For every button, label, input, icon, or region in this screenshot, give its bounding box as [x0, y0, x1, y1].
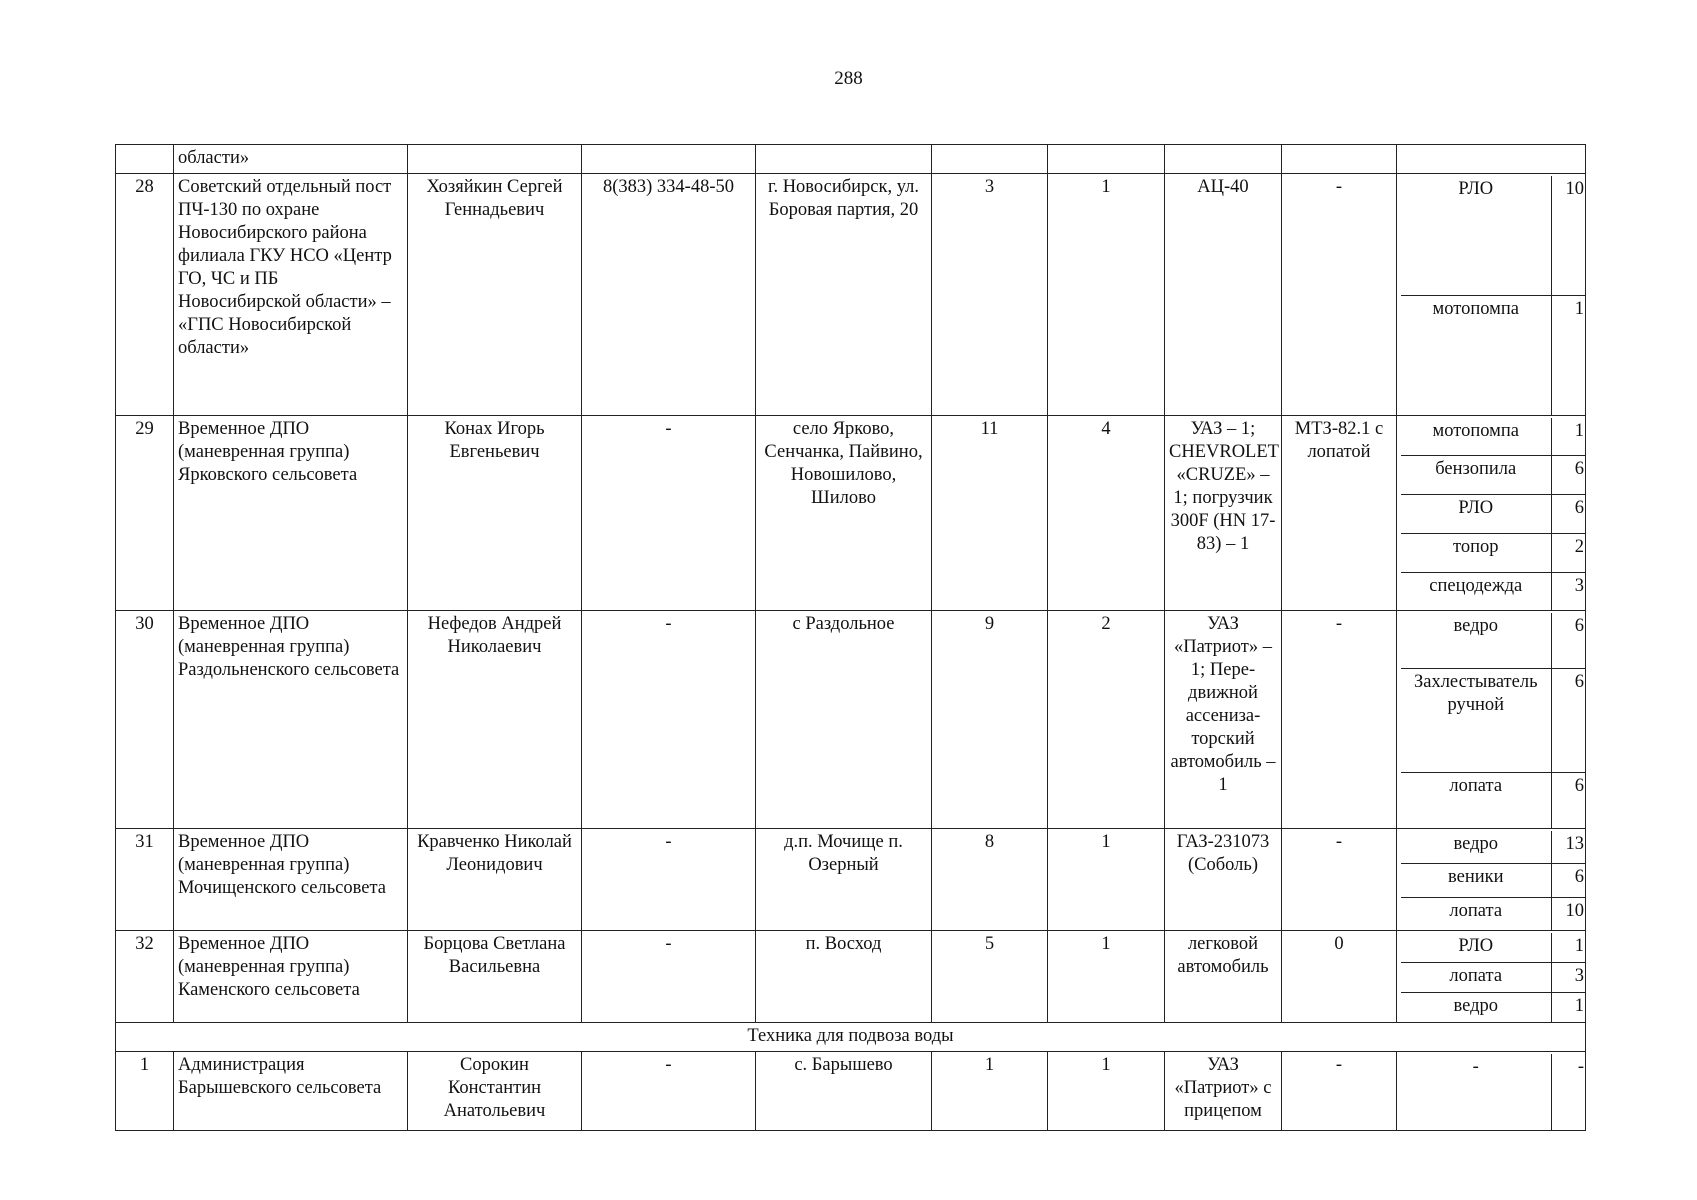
equipment-qty: 6	[1551, 669, 1586, 772]
equipment-name: -	[1472, 1057, 1479, 1077]
phone: -	[582, 1052, 756, 1131]
row-number: 30	[116, 611, 174, 829]
equipment-item	[1401, 572, 1586, 610]
units-count: 1	[1048, 829, 1165, 931]
equipment-name: Захлестыватель ручной	[1401, 669, 1551, 772]
units-count: 2	[1048, 611, 1165, 829]
equipment-name: ведро	[1401, 831, 1551, 864]
vehicles: УАЗ «Патриот» – 1; Пере-движной ассениза-торский автомобиль – 1	[1165, 611, 1282, 829]
head-name: Хозяйкин Сергей Геннадьевич	[408, 174, 582, 416]
phone: -	[582, 416, 756, 611]
section-row	[116, 1023, 1586, 1052]
units-count: 1	[1048, 174, 1165, 416]
equipment-cell	[1397, 931, 1586, 1023]
unit-name: Временное ДПО (маневренная группа) Раздольненского сельсовета	[174, 611, 408, 829]
equipment-qty: 6	[1551, 613, 1586, 669]
equipment-item	[1401, 176, 1586, 296]
equipment-cell	[1397, 174, 1586, 416]
special-equipment: -	[1282, 174, 1397, 416]
table-row	[116, 611, 1586, 829]
equipment-qty: 6	[1551, 456, 1586, 495]
row-number: 29	[116, 416, 174, 611]
people-count: 9	[932, 611, 1048, 829]
equipment-item	[1401, 1054, 1586, 1130]
equipment-item	[1401, 772, 1586, 828]
table-row	[116, 1052, 1586, 1131]
equipment-name: мотопомпа	[1432, 299, 1519, 319]
units-count: 1	[1048, 931, 1165, 1023]
equipment-cell	[1397, 416, 1586, 611]
row-number: 1	[116, 1052, 174, 1131]
equipment-item	[1401, 962, 1586, 992]
equipment-qty: 10	[1551, 176, 1586, 296]
units-count: 4	[1048, 416, 1165, 611]
equipment-name: ведро	[1453, 996, 1498, 1016]
section-title: Техника для подвоза воды	[116, 1023, 1586, 1052]
vehicles: легковой автомобиль	[1165, 931, 1282, 1023]
table-row	[116, 416, 1586, 611]
equipment-name: спецодежда	[1429, 575, 1523, 596]
equipment-list	[1401, 831, 1586, 930]
special-equipment: -	[1282, 611, 1397, 829]
resources-table	[115, 144, 1586, 1131]
page-number: 288	[834, 68, 863, 89]
address: с Раздольное	[756, 611, 932, 829]
equipment-list	[1401, 1054, 1586, 1130]
equipment-name: лопата	[1449, 900, 1503, 921]
table-row-continued	[116, 145, 1586, 174]
vehicles: УАЗ «Патриот» с прицепом	[1165, 1052, 1282, 1131]
equipment-item	[1401, 864, 1586, 897]
people-count: 8	[932, 829, 1048, 931]
equipment-item	[1401, 495, 1586, 534]
equipment-list	[1401, 933, 1586, 1022]
name-cell: области»	[174, 145, 408, 174]
address: д.п. Мочище п. Озерный	[756, 829, 932, 931]
units-count: 1	[1048, 1052, 1165, 1131]
people-count: 3	[932, 174, 1048, 416]
equipment-qty: 2	[1551, 533, 1586, 572]
people-count: 5	[932, 931, 1048, 1023]
table-row	[116, 931, 1586, 1023]
equipment-qty: 3	[1551, 572, 1586, 610]
equipment-qty: 6	[1551, 495, 1586, 534]
equipment-qty: 6	[1551, 864, 1586, 897]
head-name: Нефедов Андрей Николаевич	[408, 611, 582, 829]
address: село Ярково, Сенчанка, Пайвино, Новошилово, Шилово	[756, 416, 932, 611]
equipment-qty: 13	[1551, 831, 1586, 864]
phone: 8(383) 334-48-50	[582, 174, 756, 416]
unit-name: Временное ДПО (маневренная группа) Каменского сельсовета	[174, 931, 408, 1023]
equipment-name: веники	[1401, 864, 1551, 897]
unit-name: Временное ДПО (маневренная группа) Мочищенского сельсовета	[174, 829, 408, 931]
equipment-list	[1401, 613, 1586, 828]
special-equipment: -	[1282, 1052, 1397, 1131]
equipment-cell	[1397, 829, 1586, 931]
address: г. Новосибирск, ул. Боровая партия, 20	[756, 174, 932, 416]
equipment-list	[1401, 418, 1586, 610]
equipment-list	[1401, 176, 1586, 415]
address: с. Барышево	[756, 1052, 932, 1131]
equipment-qty: 1	[1551, 993, 1586, 1023]
row-number: 32	[116, 931, 174, 1023]
row-number: 31	[116, 829, 174, 931]
equipment-name: бензопила	[1401, 456, 1551, 495]
equipment-item	[1401, 897, 1586, 930]
equipment-item	[1401, 993, 1586, 1023]
equipment-qty: -	[1551, 1054, 1586, 1130]
row-number: 28	[116, 174, 174, 416]
table-row	[116, 174, 1586, 416]
equipment-item	[1401, 933, 1586, 962]
special-equipment: 0	[1282, 931, 1397, 1023]
phone: -	[582, 931, 756, 1023]
phone: -	[582, 829, 756, 931]
equipment-name: топор	[1401, 533, 1551, 572]
equipment-item	[1401, 831, 1586, 864]
special-equipment: -	[1282, 829, 1397, 931]
equipment-item	[1401, 669, 1586, 772]
equipment-name: лопата	[1401, 962, 1551, 992]
equipment-name: лопата	[1449, 775, 1503, 796]
equipment-qty: 1	[1551, 933, 1586, 962]
equipment-item	[1401, 456, 1586, 495]
equipment-qty: 3	[1551, 962, 1586, 992]
people-count: 1	[932, 1052, 1048, 1131]
equipment-name: РЛО	[1401, 933, 1551, 962]
vehicles: ГАЗ-231073 (Соболь)	[1165, 829, 1282, 931]
equipment-cell	[1397, 611, 1586, 829]
head-name: Конах Игорь Евгеньевич	[408, 416, 582, 611]
vehicles: УАЗ – 1; CHEVROLET «CRUZE» – 1; погрузчик 300F (HN 17-83) – 1	[1165, 416, 1282, 611]
vehicles: АЦ-40	[1165, 174, 1282, 416]
head-name: Кравченко Николай Леонидович	[408, 829, 582, 931]
head-name: Сорокин Константин Анатольевич	[408, 1052, 582, 1131]
equipment-item	[1401, 296, 1586, 416]
equipment-qty: 1	[1551, 418, 1586, 456]
unit-name: Советский отдельный пост ПЧ-130 по охране Новосибирского района филиала ГКУ НСО «Центр ГО, ЧС и ПБ Новосибирской области» – «ГПС Новосибирской области»	[174, 174, 408, 416]
equipment-name: РЛО	[1401, 495, 1551, 534]
equipment-name: ведро	[1401, 613, 1551, 669]
equipment-cell	[1397, 1052, 1586, 1131]
phone: -	[582, 611, 756, 829]
equipment-name: РЛО	[1401, 176, 1551, 296]
unit-name: Временное ДПО (маневренная группа) Ярковского сельсовета	[174, 416, 408, 611]
equipment-qty: 10	[1551, 897, 1586, 930]
equipment-item	[1401, 613, 1586, 669]
table-row	[116, 829, 1586, 931]
equipment-item	[1401, 533, 1586, 572]
equipment-name: мотопомпа	[1401, 418, 1551, 456]
unit-name: Администрация Барышевского сельсовета	[174, 1052, 408, 1131]
equipment-qty: 1	[1551, 296, 1586, 416]
head-name: Борцова Светлана Васильевна	[408, 931, 582, 1023]
special-equipment: МТЗ-82.1 с лопатой	[1282, 416, 1397, 611]
equipment-item	[1401, 418, 1586, 456]
people-count: 11	[932, 416, 1048, 611]
address: п. Восход	[756, 931, 932, 1023]
equipment-qty: 6	[1551, 772, 1586, 828]
